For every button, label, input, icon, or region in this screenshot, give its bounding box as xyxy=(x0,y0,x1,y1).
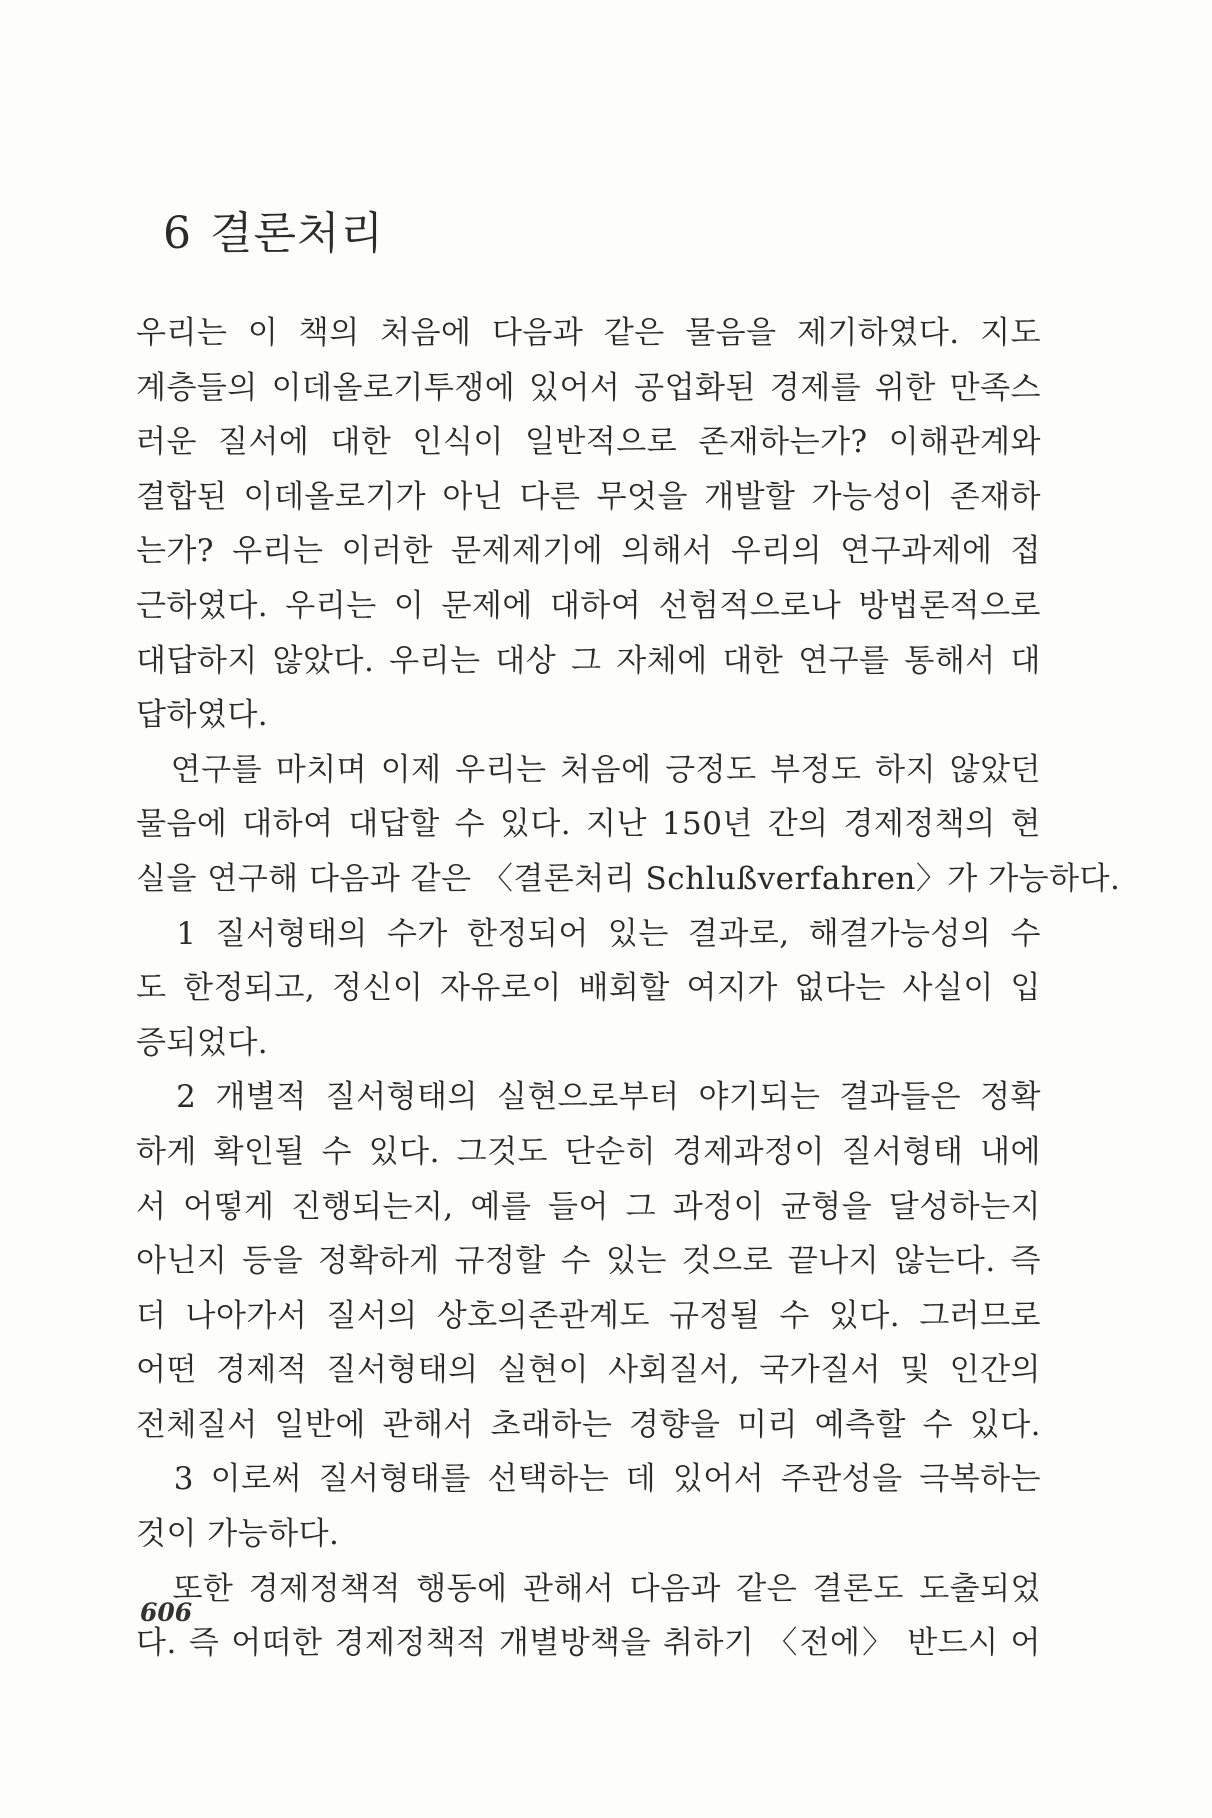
section-number: 6 xyxy=(163,208,192,259)
text-line: 근하였다. 우리는 이 문제에 대하여 선험적으로나 방법론적으로 xyxy=(136,587,1041,624)
text-line: 대답하지 않았다. 우리는 대상 그 자체에 대한 연구를 통해서 대 xyxy=(136,642,1041,679)
body-text xyxy=(136,306,1121,1671)
text-line: 더 나아가서 질서의 상호의존관계도 규정될 수 있다. 그러므로 xyxy=(136,1297,1041,1334)
text-line: 다. 즉 어떠한 경제정책적 개별방책을 취하기 〈전에〉 반드시 어 xyxy=(136,1625,1041,1662)
page-number: 606 xyxy=(140,1598,193,1627)
text-line: 계층들의 이데올로기투쟁에 있어서 공업화된 경제를 위한 만족스 xyxy=(136,369,1041,406)
text-line: 또한 경제정책적 행동에 관해서 다음과 같은 결론도 도출되었 xyxy=(136,1570,1041,1607)
section-title: 결론처리 xyxy=(210,208,385,259)
text-line: 우리는 이 책의 처음에 다음과 같은 물음을 제기하였다. 지도 xyxy=(136,315,1041,351)
text-line: 어떤 경제적 질서형태의 실현이 사회질서, 국가질서 및 인간의 xyxy=(136,1352,1041,1389)
section-heading xyxy=(163,206,384,262)
text-line: 증되었다. xyxy=(136,1024,269,1061)
text-line: 실을 연구해 다음과 같은 〈결론처리 Schlußverfahren〉가 가능하다. xyxy=(136,860,1121,897)
text-line: 서 어떻게 진행되는지, 예를 들어 그 과정이 균형을 달성하는지 xyxy=(136,1188,1041,1225)
text-line: 2 개별적 질서형태의 실현으로부터 야기되는 결과들은 정확 xyxy=(136,1079,1041,1116)
text-line: 전체질서 일반에 관해서 초래하는 경향을 미리 예측할 수 있다. xyxy=(136,1406,1041,1443)
text-line: 결합된 이데올로기가 아닌 다른 무엇을 개발할 가능성이 존재하 xyxy=(136,478,1041,515)
text-line: 아닌지 등을 정확하게 규정할 수 있는 것으로 끝나지 않는다. 즉 xyxy=(136,1243,1041,1280)
text-line: 는가? 우리는 이러한 문제제기에 의해서 우리의 연구과제에 접 xyxy=(136,533,1041,570)
text-line: 것이 가능하다. xyxy=(136,1516,340,1553)
text-line: 연구를 마치며 이제 우리는 처음에 긍정도 부정도 하지 않았던 xyxy=(136,751,1041,788)
text-line: 답하였다. xyxy=(136,697,269,734)
text-line: 하게 확인될 수 있다. 그것도 단순히 경제과정이 질서형태 내에 xyxy=(136,1133,1041,1170)
text-line: 1 질서형태의 수가 한정되어 있는 결과로, 해결가능성의 수 xyxy=(136,915,1041,952)
text-line: 도 한정되고, 정신이 자유로이 배회할 여지가 없다는 사실이 입 xyxy=(136,970,1041,1007)
text-line: 러운 질서에 대한 인식이 일반적으로 존재하는가? 이해관계와 xyxy=(136,424,1041,461)
text-line: 물음에 대하여 대답할 수 있다. 지난 150년 간의 경제정책의 현 xyxy=(136,806,1041,843)
text-line: 3 이로써 질서형태를 선택하는 데 있어서 주관성을 극복하는 xyxy=(136,1461,1041,1498)
